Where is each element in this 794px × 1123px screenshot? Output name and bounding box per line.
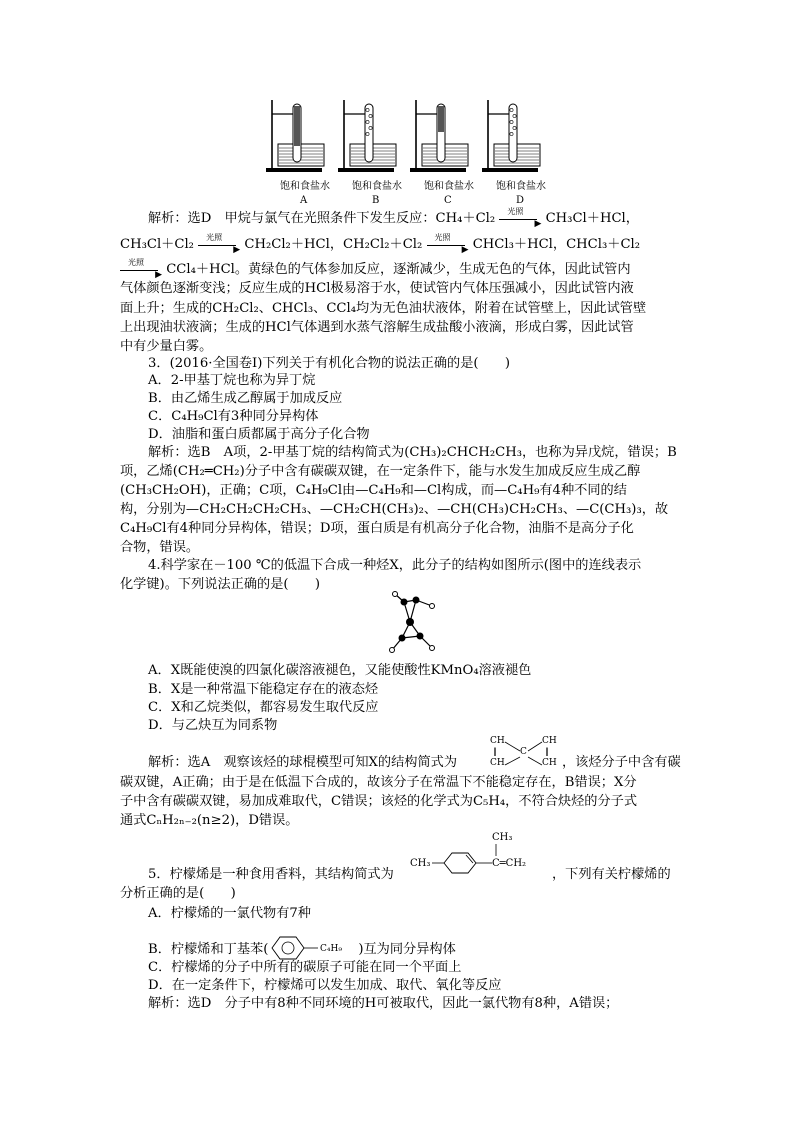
apparatus-label-b: 饱和食盐水 [352, 181, 402, 192]
q4-option-b: B．X是一种常温下能稳定存在的液态烃 [148, 682, 379, 697]
q3-analysis-2: 项，乙烯(CH₂═CH₂)分子中含有碳碳双键，在一定条件下，能与水发生加成反应生成乙醇 [120, 464, 641, 479]
q5-stem-1b: ，下列有关柠檬烯的 [552, 867, 671, 882]
apparatus-letter-b: B [372, 195, 380, 206]
q3-stem: 3．(2016·全国卷Ⅰ)下列关于有机化合物的说法正确的是( ) [148, 356, 511, 371]
q5-option-c: C．柠檬烯的分子中所有的碳原子可能在同一个平面上 [148, 960, 462, 975]
limonene-structure [410, 826, 550, 886]
q3-analysis-6: 合物，错误。 [120, 540, 200, 555]
ball-stick-model [382, 588, 442, 660]
apparatus-setup [266, 100, 324, 172]
q5-option-a: A．柠檬烯的一氯代物有7种 [148, 906, 311, 921]
q4-option-a: A．X既能使溴的四氯化碳溶液褪色，又能使酸性KMnO₄溶液褪色 [148, 663, 532, 678]
q2-analysis-line7: 中有少量白雾。 [120, 339, 213, 354]
q4-stem-2: 化学键)。下列说法正确的是( ) [120, 577, 321, 592]
apparatus-letter-c: C [444, 195, 452, 206]
q2-analysis-line6: 上出现油状液滴；生成的HCl气体遇到水蒸气溶解生成盐酸小液滴，形成白雾，因此试管 [120, 320, 634, 335]
q5-option-b: B．柠檬烯和丁基苯( C₄H₉ )互为同分异构体 [148, 941, 456, 959]
q2-analysis-line4: 气体颜色逐渐变浅；反应生成的HCl极易溶于水，使试管内气体压强减小，因此试管内液 [120, 281, 634, 296]
q3-option-c: C．C₄H₉Cl有3种同分异构体 [148, 409, 319, 424]
q4-analysis-1b: ，该烃分子中含有碳 [562, 755, 681, 770]
svg-text:CH₃: CH₃ [492, 832, 513, 843]
q3-option-b: B．由乙烯生成乙醇属于加成反应 [148, 391, 343, 406]
q3-analysis-3: (CH₃CH₂OH)，正确；C项，C₄H₉Cl由—C₄H₉和—Cl构成，而—C₄H₉有4种不同的结 [120, 483, 627, 498]
q4-analysis-4: 通式CₙH₂ₙ₋₂(n≥2)，D错误。 [120, 813, 299, 828]
svg-text:C₄H₉: C₄H₉ [320, 943, 343, 954]
q4-option-c: C．X和乙烷类似，都容易发生取代反应 [148, 700, 379, 715]
q3-analysis-4: 构，分别为—CH₂CH₂CH₂CH₃、—CH₂CH(CH₃)₂、—CH(CH₃)CH₂CH₃、—C(CH₃)₃，故 [120, 502, 669, 517]
q3-analysis-1: 解析：选B A项，2-甲基丁烷的结构简式为(CH₃)₂CHCH₂CH₃，也称为异戊烷，错误；B [148, 445, 677, 460]
q5-option-d: D．在一定条件下，柠檬烯可以发生加成、取代、氧化等反应 [148, 978, 502, 993]
q4-analysis-3: 子中含有碳碳双键，易加成难取代，C错误；该烃的化学式为C₅H₄，不符合炔烃的分子式 [120, 794, 638, 809]
q5-stem-1: 5．柠檬烯是一种食用香料，其结构简式为 [148, 867, 394, 882]
q3-option-a: A．2-甲基丁烷也称为异丁烷 [148, 373, 316, 388]
apparatus-label-d: 饱和食盐水 [496, 181, 546, 192]
q3-analysis-5: C₄H₉Cl有4种同分异构体，错误；D项，蛋白质是有机高分子化合物，油脂不是高分子化 [120, 521, 634, 536]
apparatus-letter-a: A [300, 195, 308, 206]
apparatus-label-a: 饱和食盐水 [280, 181, 330, 192]
q4-option-d: D．与乙炔互为同系物 [148, 718, 278, 733]
apparatus-setup [338, 100, 396, 172]
q2-analysis-line3: 光照 ▶ CCl₄＋HCl。黄绿色的气体参加反应，逐渐减少，生成无色的气体，因此试管内 [120, 261, 631, 279]
apparatus-setup [482, 100, 540, 172]
q2-analysis-line1: 解析：选D 甲烷与氯气在光照条件下发生反应：CH₄＋Cl₂ 光照 ▶ CH₃Cl＋HCl， [148, 206, 639, 229]
q4-analysis-2: 碳双键，A正确；由于是在低温下合成的，故该分子在常温下不能稳定存在，B错误；X分 [120, 775, 637, 790]
svg-text:C═CH₂: C═CH₂ [492, 858, 527, 869]
q5-stem-2: 分析正确的是( ) [120, 886, 236, 901]
apparatus-label-c: 饱和食盐水 [424, 181, 474, 192]
structure-c5h4: CH CH C CH CH ‖ ‖ [490, 736, 557, 768]
q4-analysis-1: 解析：选A 观察该烃的球棍模型可知X的结构简式为 [148, 755, 458, 770]
svg-text:CH₃: CH₃ [410, 858, 431, 869]
q3-option-d: D．油脂和蛋白质都属于高分子化合物 [148, 427, 370, 442]
apparatus-letter-d: D [516, 195, 525, 206]
q2-analysis-line5: 面上升；生成的CH₂Cl₂、CHCl₃、CCl₄均为无色油状液体，附着在试管壁上，因此试管壁 [120, 301, 647, 316]
q4-stem-1: 4.科学家在－100 ℃的低温下合成一种烃X，此分子的结构如图所示(图中的连线表示 [148, 558, 642, 573]
q5-analysis: 解析：选D 分子中有8种不同环境的H可被取代，因此一氯代物有8种，A错误； [148, 996, 619, 1011]
q2-analysis-line2: CH₃Cl＋Cl₂ 光照 ▶ CH₂Cl₂＋HCl，CH₂Cl₂＋Cl₂ 光照 ▶ CHCl₃＋HCl，CHCl₃＋Cl₂ [120, 232, 641, 255]
apparatus-setup [410, 100, 468, 172]
